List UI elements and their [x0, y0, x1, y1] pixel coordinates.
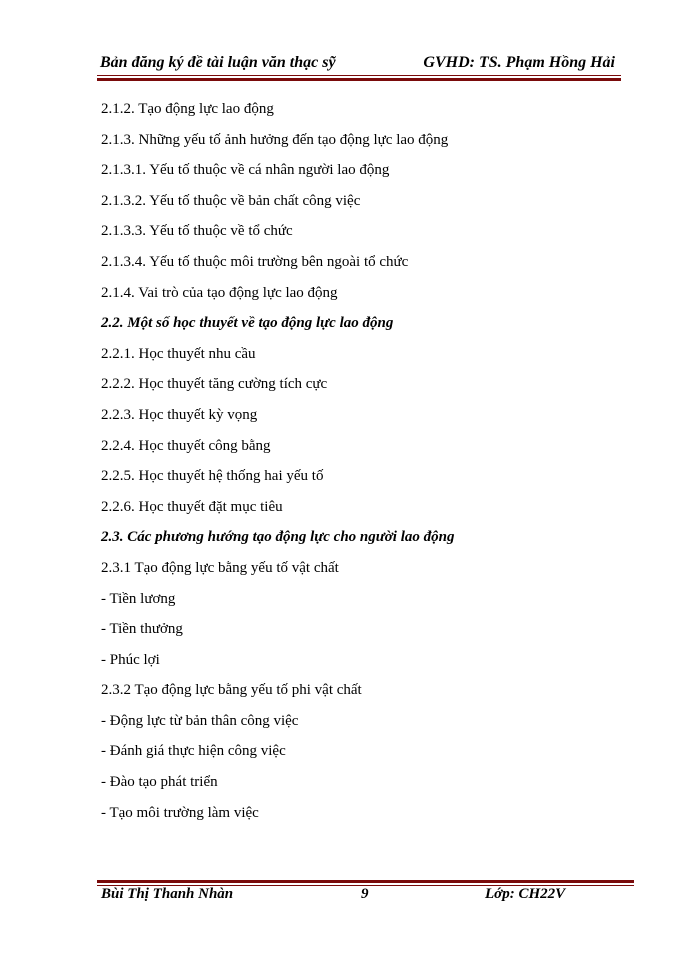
outline-item: 2.3.2 Tạo động lực bằng yếu tố phi vật chất	[101, 682, 362, 699]
outline-item: - Tạo môi trường làm việc	[101, 804, 259, 821]
section-heading: 2.2. Một số học thuyết về tạo động lực lao động	[101, 315, 394, 332]
outline-item: 2.3.1 Tạo động lực bằng yếu tố vật chất	[101, 559, 339, 576]
header-rule-thin	[97, 75, 621, 76]
outline-item: 2.1.3.4. Yếu tố thuộc môi trường bên ngoài tổ chức	[101, 253, 409, 270]
outline-item: 2.1.4. Vai trò của tạo động lực lao động	[101, 284, 338, 301]
footer-author: Bùi Thị Thanh Nhàn	[101, 886, 234, 902]
outline-item: 2.1.3. Những yếu tố ảnh hưởng đến tạo động lực lao động	[101, 131, 449, 148]
footer-rule-thick	[97, 880, 634, 883]
outline-item: - Động lực từ bản thân công việc	[101, 712, 299, 729]
outline-item: 2.2.2. Học thuyết tăng cường tích cực	[101, 376, 328, 393]
outline-content	[101, 98, 621, 832]
outline-item: - Tiền lương	[101, 590, 176, 607]
outline-item: - Đánh giá thực hiện công việc	[101, 743, 286, 760]
page-header	[100, 54, 620, 74]
outline-item: 2.2.6. Học thuyết đặt mục tiêu	[101, 498, 283, 515]
outline-item: 2.2.1. Học thuyết nhu cầu	[101, 345, 256, 362]
header-rule-thick	[97, 78, 621, 81]
outline-item: 2.1.2. Tạo động lực lao động	[101, 101, 274, 117]
outline-item: - Tiền thưởng	[101, 621, 183, 638]
outline-item: 2.1.3.3. Yếu tố thuộc về tổ chức	[101, 223, 293, 240]
outline-item: - Phúc lợi	[101, 651, 160, 668]
section-heading: 2.3. Các phương hướng tạo động lực cho người lao động	[101, 529, 455, 546]
outline-item: - Đào tạo phát triển	[101, 774, 218, 791]
header-supervisor: GVHD: TS. Phạm Hồng Hải	[423, 54, 615, 71]
page-number: 9	[361, 886, 369, 902]
outline-item: 2.2.4. Học thuyết công bằng	[101, 437, 271, 454]
page-footer	[101, 886, 621, 906]
outline-item: 2.2.3. Học thuyết kỳ vọng	[101, 406, 258, 423]
outline-item: 2.1.3.2. Yếu tố thuộc về bản chất công việc	[101, 192, 361, 209]
outline-item: 2.2.5. Học thuyết hệ thống hai yếu tố	[101, 468, 324, 485]
header-document-title: Bản đăng ký đề tài luận văn thạc sỹ	[100, 54, 336, 71]
footer-class: Lớp: CH22V	[485, 886, 566, 902]
outline-item: 2.1.3.1. Yếu tố thuộc về cá nhân người lao động	[101, 162, 390, 179]
